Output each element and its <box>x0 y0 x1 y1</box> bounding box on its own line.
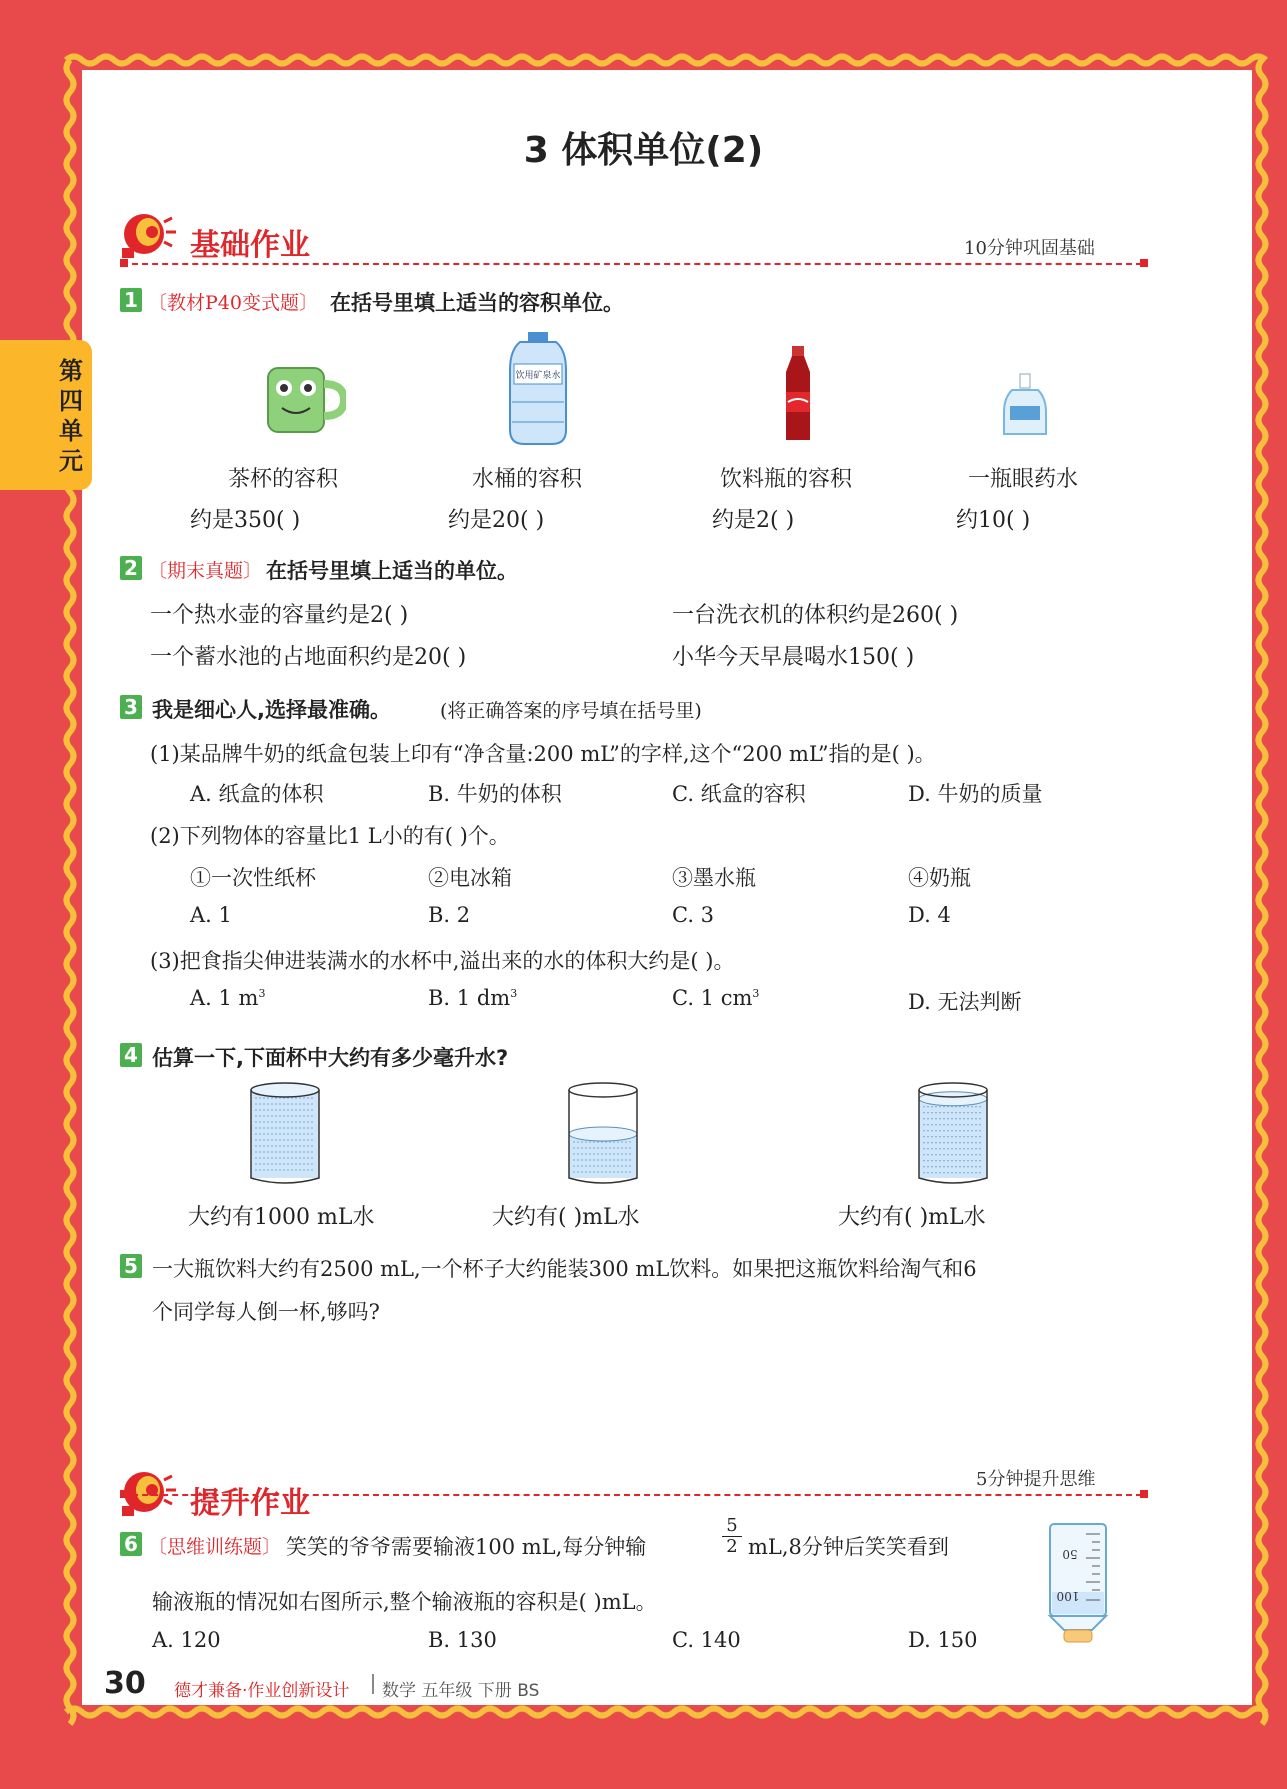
section-basic-note: 10分钟巩固基础 <box>964 238 1095 259</box>
q3-sub3-option-d: D. 无法判断 <box>908 990 1022 1014</box>
section-basic-title: 基础作业 <box>190 228 310 263</box>
q3-text: 我是细心人,选择最准确。 <box>152 698 391 722</box>
q3-sub3-option-c: C. 1 $cm^3$ <box>672 986 760 1010</box>
bottle-mark-50: 50 <box>1062 1547 1078 1561</box>
q4-text: 估算一下,下面杯中大约有多少毫升水? <box>152 1046 509 1070</box>
measuring-cup-2 <box>566 1080 640 1186</box>
q3-sub2-option-a: A. 1 <box>190 903 232 927</box>
water-bucket-icon <box>506 330 570 446</box>
divider-cap-left <box>120 259 128 267</box>
q2-line-3: 一个蓄水池的占地面积约是20( ) <box>150 645 467 670</box>
question-number-1: 1 <box>120 288 142 312</box>
q5-line-1: 一大瓶饮料大约有2500 mL,一个杯子大约能装300 mL饮料。如果把这瓶饮料给淘气和6 <box>152 1257 977 1281</box>
footer-subject: 数学 五年级 下册 BS <box>382 1681 540 1701</box>
q6-option-b: B. 130 <box>428 1628 497 1652</box>
q1-item-1-label: 茶杯的容积 <box>228 467 339 492</box>
megaphone-icon <box>118 208 178 260</box>
q1-item-2-label: 水桶的容积 <box>472 467 583 492</box>
q2-line-4: 小华今天早晨喝水150( ) <box>672 645 915 670</box>
q2-line-2: 一台洗衣机的体积约是260( ) <box>672 603 959 628</box>
q2-line-1: 一个热水壶的容量约是2( ) <box>150 603 409 628</box>
fraction-denominator: 2 <box>722 1536 742 1557</box>
eye-drops-icon <box>1002 372 1048 440</box>
q6-text-b: mL,8分钟后笑笑看到 <box>748 1535 949 1559</box>
q3-sub1-option-b: B. 牛奶的体积 <box>428 782 562 806</box>
q3-sub1-text: (1)某品牌牛奶的纸盒包装上印有“净含量:200 mL”的字样,这个“200 mL”指的是( )。 <box>150 742 936 766</box>
q6-fraction <box>722 1516 742 1557</box>
q3-sub3-text: (3)把食指尖伸进装满水的水杯中,溢出来的水的体积大约是( )。 <box>150 949 735 973</box>
q6-text-a: 笑笑的爷爷需要输液100 mL,每分钟输 <box>286 1535 647 1559</box>
q6-tag: 〔思维训练题〕 <box>148 1536 282 1558</box>
question-number-5: 5 <box>120 1254 142 1278</box>
q1-tag: 〔教材P40变式题〕 <box>148 292 318 314</box>
footer-brand: 德才兼备·作业创新设计 <box>174 1681 350 1701</box>
frog-mug-icon <box>262 360 346 440</box>
cola-bottle-icon <box>778 344 818 444</box>
q3-sub1-option-a: A. 纸盒的体积 <box>190 782 324 806</box>
q6-option-a: A. 120 <box>152 1628 221 1652</box>
q3-sub2-option-b: B. 2 <box>428 903 471 927</box>
q3-note: (将正确答案的序号填在括号里) <box>440 700 702 722</box>
q6-option-d: D. 150 <box>908 1628 978 1652</box>
q2-text: 在括号里填上适当的单位。 <box>266 559 518 583</box>
q1-text: 在括号里填上适当的容积单位。 <box>330 291 624 315</box>
section-advanced-title: 提升作业 <box>190 1486 310 1521</box>
q3-sub2-item-2: ②电冰箱 <box>428 866 512 890</box>
q4-cup-2-label: 大约有( )mL水 <box>492 1205 640 1230</box>
q1-item-3-label: 饮料瓶的容积 <box>720 467 853 492</box>
divider-cap-right <box>1140 1490 1148 1498</box>
q3-sub1-option-d: D. 牛奶的质量 <box>908 782 1043 806</box>
divider-cap-left <box>120 1490 128 1498</box>
q3-sub3-option-b: B. 1 $dm^3$ <box>428 986 518 1010</box>
q3-sub2-item-3: ③墨水瓶 <box>672 866 756 890</box>
page-number: 30 <box>104 1666 146 1701</box>
bottle-mark-100: 100 <box>1056 1589 1080 1603</box>
footer-divider <box>372 1674 374 1694</box>
q2-tag: 〔期末真题〕 <box>148 560 263 582</box>
measuring-cup-3 <box>916 1080 990 1186</box>
q6-option-c: C. 140 <box>672 1628 741 1652</box>
q3-sub2-option-c: C. 3 <box>672 903 715 927</box>
q1-item-4-label: 一瓶眼药水 <box>968 467 1079 492</box>
q3-sub2-item-4: ④奶瓶 <box>908 866 971 890</box>
question-number-6: 6 <box>120 1532 142 1556</box>
measuring-cup-1 <box>248 1080 322 1186</box>
q3-sub1-option-c: C. 纸盒的容积 <box>672 782 806 806</box>
question-number-4: 4 <box>120 1043 142 1067</box>
page-title: 3 体积单位(2) <box>523 130 764 171</box>
q3-sub2-item-1: ①一次性纸杯 <box>190 866 316 890</box>
bucket-label: 饮用矿泉水 <box>515 371 561 381</box>
q4-cup-1-label: 大约有1000 mL水 <box>188 1205 375 1230</box>
infusion-bottle-icon <box>1044 1520 1112 1652</box>
section-advanced-divider <box>122 1494 1142 1496</box>
section-basic-divider <box>122 263 1142 265</box>
q4-cup-3-label: 大约有( )mL水 <box>838 1205 986 1230</box>
question-number-2: 2 <box>120 556 142 580</box>
q3-sub2-option-d: D. 4 <box>908 903 951 927</box>
unit-side-tab-label: 第四单元 <box>59 357 83 475</box>
q1-item-4-answer: 约10( ) <box>956 508 1031 533</box>
fraction-numerator: 5 <box>726 1515 738 1536</box>
q3-sub2-text: (2)下列物体的容量比1 L小的有( )个。 <box>150 824 510 848</box>
q5-line-2: 个同学每人倒一杯,够吗? <box>152 1300 380 1324</box>
question-number-3: 3 <box>120 695 142 719</box>
divider-cap-right <box>1140 259 1148 267</box>
q6-line-2: 输液瓶的情况如右图所示,整个输液瓶的容积是( )mL。 <box>152 1590 657 1614</box>
q1-item-3-answer: 约是2( ) <box>712 508 795 533</box>
q3-sub3-option-a: A. 1 $m^3$ <box>190 986 266 1010</box>
q1-item-2-answer: 约是20( ) <box>448 508 545 533</box>
section-advanced-note: 5分钟提升思维 <box>976 1469 1096 1490</box>
q1-item-1-answer: 约是350( ) <box>190 508 301 533</box>
